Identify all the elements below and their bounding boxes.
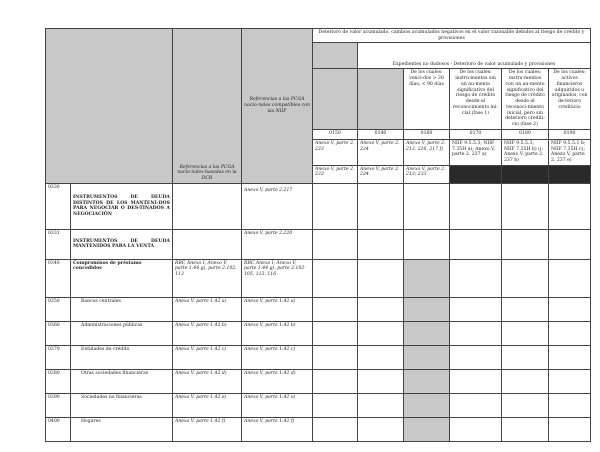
- cell[interactable]: [358, 393, 404, 417]
- header-ref-nif: Referencias a las PCGA nacio-nales compatibles con las NIIF: [242, 29, 313, 184]
- ref1-0190: NIIF 9.5.5.1 b; NIIF 7.35H c); Anexo V, parte 2. 237 e): [549, 139, 591, 165]
- col-code-0170: 0170: [450, 129, 502, 139]
- cell[interactable]: [450, 369, 502, 393]
- cell[interactable]: [502, 393, 549, 417]
- row-ref-nif: Anexo V, parte 1.42 c): [242, 345, 313, 369]
- cell[interactable]: [313, 345, 358, 369]
- row-code: 0340: [46, 259, 71, 297]
- row-label: INSTRUMENTOS DE DEUDA MANTENIDOS PARA LA VENTA: [71, 229, 173, 259]
- ref2-0180-filled: [502, 165, 549, 183]
- row-ref-nif: Anexo V, parte 1.42 d): [242, 369, 313, 393]
- header-top-group: Deterioro de valor acumulado, cambios acumulados negativos en el valor razonable debidos al riesgo de crédito y provisiones: [313, 29, 591, 43]
- cell[interactable]: [358, 183, 404, 229]
- row-code: 0330: [46, 183, 71, 229]
- row-code: 0400: [46, 417, 71, 441]
- row-ref-dcb: RRC Anexo I; Anexo V, parte 1.44 g), parte 2.102, 113: [173, 259, 242, 297]
- ref2-0160: Anexo V, parte 2. 213; 233: [404, 165, 450, 183]
- cell[interactable]: [450, 297, 502, 321]
- cell[interactable]: [358, 229, 404, 259]
- row-code: 0370: [46, 345, 71, 369]
- cell[interactable]: [313, 229, 358, 259]
- cell[interactable]: [549, 393, 591, 417]
- table-row: [46, 297, 591, 321]
- cell[interactable]: [313, 183, 358, 229]
- row-label: Entidades de crédito: [71, 345, 173, 369]
- table-row: [46, 417, 591, 441]
- row-ref-nif: Anexo V, parte 2.220: [242, 229, 313, 259]
- cell[interactable]: [358, 259, 404, 297]
- cell[interactable]: [313, 259, 358, 297]
- cell[interactable]: [549, 345, 591, 369]
- cell[interactable]: [502, 369, 549, 393]
- cell[interactable]: [549, 229, 591, 259]
- cell[interactable]: [502, 417, 549, 441]
- cell[interactable]: [404, 229, 450, 259]
- row-code: 0331: [46, 229, 71, 259]
- cell[interactable]: [450, 321, 502, 345]
- row-ref-dcb: [173, 183, 242, 229]
- header-desc-0180: De los cuales: instru-mentos con un au-mento significativo del riesgo de crédito desde el reconoci-miento inicial, pero sin deterioro crediti-cio (fase 2): [502, 69, 549, 129]
- ref2-0190-filled: [549, 165, 591, 183]
- cell[interactable]: [450, 259, 502, 297]
- cell-disabled: [404, 369, 450, 393]
- ref1-0180: NIIF 9.5.5.3; NIIF 7.35H b) i); Anexo V, parte 2. 237 b): [502, 139, 549, 165]
- cell[interactable]: [358, 321, 404, 345]
- row-ref-dcb: Anexo V, parte 1.42 d): [173, 369, 242, 393]
- col-code-0150: 0150: [313, 129, 358, 139]
- cell-disabled: [404, 321, 450, 345]
- cell[interactable]: [502, 297, 549, 321]
- ref1-0140: Anexo V, parte 2. 234: [358, 139, 404, 165]
- row-code: 0360: [46, 321, 71, 345]
- cell[interactable]: [549, 297, 591, 321]
- cell[interactable]: [450, 183, 502, 229]
- col-code-0160: 0160: [404, 129, 450, 139]
- cell[interactable]: [313, 369, 358, 393]
- corner-cell: [46, 29, 173, 184]
- row-ref-nif: Anexo V, parte 1.42 e): [242, 393, 313, 417]
- header-desc-0140: [358, 69, 404, 129]
- header-desc-0150: [313, 69, 358, 129]
- row-ref-dcb: Anexo V, parte 1.42 f): [173, 417, 242, 441]
- table-row: [46, 345, 591, 369]
- header-desc-0170: De los cuales: instru-mentos sin un au-mento significativo del riesgo de crédito desde el reconocimiento ini-cial (fase 1): [450, 69, 502, 129]
- header-sub-group: Expedientes no dudosos - Deterioro de valor acumulado y provisiones: [358, 43, 591, 69]
- ref1-0150: Anexo V, parte 2. 233: [313, 139, 358, 165]
- ref2-0150: Anexo V, parte 2. 233: [313, 165, 358, 183]
- cell[interactable]: [549, 369, 591, 393]
- ref1-0170: NIIF 9.5.5.3; NIIF 7.35H a); Anexo V, parte 2. 237 a): [450, 139, 502, 165]
- row-ref-nif: Anexo V, parte 1.42 b): [242, 321, 313, 345]
- cell-disabled: [404, 345, 450, 369]
- row-ref-dcb: Anexo V, parte 1.42 b): [173, 321, 242, 345]
- row-ref-nif: Anexo V, parte 2.217: [242, 183, 313, 229]
- cell-disabled: [404, 259, 450, 297]
- ref2-0170-filled: [450, 165, 502, 183]
- cell[interactable]: [358, 417, 404, 441]
- row-label: Otras sociedades financieras: [71, 369, 173, 393]
- cell[interactable]: [358, 369, 404, 393]
- cell[interactable]: [502, 259, 549, 297]
- header-desc-0160: De los cuales: venci-dos > 30 días; < 90 días: [404, 69, 450, 129]
- row-label: INSTRUMENTOS DE DEUDA DISTINTOS DE LOS MANTENI-DOS PARA NEGOCIAR O DES-TINADOS A NEGOCIACIÓN: [71, 183, 173, 229]
- ref2-0140: Anexo V, parte 2. 234: [358, 165, 404, 183]
- row-code: 0350: [46, 297, 71, 321]
- header-desc-0190: De los cuales: activos financieros adquiridos u originados, con de-terioro crediticio: [549, 69, 591, 129]
- report-table: [45, 28, 591, 442]
- cell-disabled: [404, 297, 450, 321]
- cell[interactable]: [549, 183, 591, 229]
- row-ref-dcb: Anexo V, parte 1.42 e): [173, 393, 242, 417]
- table-row: [46, 369, 591, 393]
- row-code: 0390: [46, 393, 71, 417]
- row-ref-nif: RRC Anexo I; Anexo V, parte 1.44 g), parte 2.102-105, 113, 116: [242, 259, 313, 297]
- cell[interactable]: [549, 259, 591, 297]
- cell[interactable]: [313, 393, 358, 417]
- table-row: [46, 393, 591, 417]
- row-label: Bancos centrales: [71, 297, 173, 321]
- col-code-0190: 0190: [549, 129, 591, 139]
- row-label: Compromisos de préstamo concedidos: [71, 259, 173, 297]
- cell[interactable]: [404, 183, 450, 229]
- row-label: Sociedades no financieras: [71, 393, 173, 417]
- cell[interactable]: [502, 321, 549, 345]
- row-ref-nif: Anexo V, parte 1.42 a): [242, 297, 313, 321]
- header-blank-0150: [313, 43, 358, 69]
- header-ref-dcb: Referencias a las PCGA nacio-nales basadas en la DCB: [173, 29, 242, 184]
- col-code-0180: 0180: [502, 129, 549, 139]
- row-ref-nif: Anexo V, parte 1.42 f): [242, 417, 313, 441]
- table-row: [46, 259, 591, 297]
- table-row: [46, 229, 591, 259]
- cell[interactable]: [502, 229, 549, 259]
- cell[interactable]: [450, 417, 502, 441]
- cell-disabled: [404, 417, 450, 441]
- row-ref-dcb: Anexo V, parte 1.42 c): [173, 345, 242, 369]
- cell[interactable]: [549, 417, 591, 441]
- cell[interactable]: [358, 297, 404, 321]
- cell-disabled: [404, 393, 450, 417]
- table-row: [46, 183, 591, 229]
- cell[interactable]: [502, 183, 549, 229]
- cell[interactable]: [313, 417, 358, 441]
- cell[interactable]: [502, 345, 549, 369]
- cell[interactable]: [549, 321, 591, 345]
- cell[interactable]: [313, 297, 358, 321]
- row-ref-dcb: Anexo V, parte 1.42 a): [173, 297, 242, 321]
- cell[interactable]: [450, 229, 502, 259]
- table-row: [46, 321, 591, 345]
- cell[interactable]: [450, 393, 502, 417]
- row-code: 0380: [46, 369, 71, 393]
- cell[interactable]: [313, 321, 358, 345]
- col-code-0140: 0140: [358, 129, 404, 139]
- cell[interactable]: [358, 345, 404, 369]
- ref1-0160: Anexo V, parte 2. 213, 216, 217 f): [404, 139, 450, 165]
- row-ref-dcb: [173, 229, 242, 259]
- row-label: Hogares: [71, 417, 173, 441]
- cell[interactable]: [450, 345, 502, 369]
- row-label: Administraciones públicas: [71, 321, 173, 345]
